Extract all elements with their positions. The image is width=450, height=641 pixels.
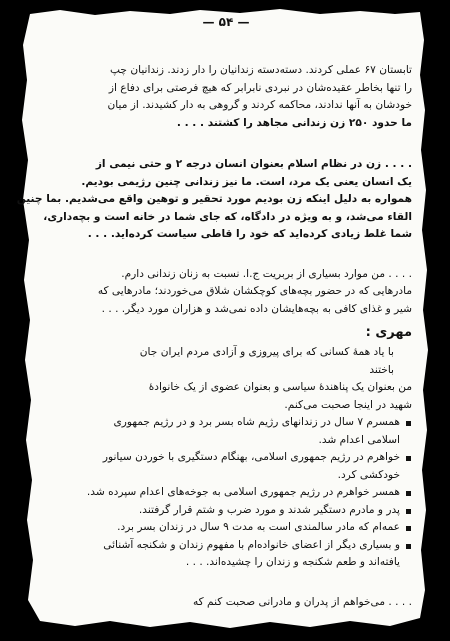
paragraph-barbarity-cases (40, 266, 412, 319)
text-line: . . . . من موارد بسیاری از بربریت ج.ا. نسبت به زنان زندانی دارم. (121, 267, 412, 280)
text-line: . . . . می‌خواهم از پدران و مادرانی صحبت کنم که (192, 595, 412, 608)
text-line: یافته‌اند و طعم شکنجه و زندان را چشیده‌اند. . . . (185, 556, 400, 568)
paragraph-women-in-islam (16, 156, 412, 244)
text-line: باختند (369, 363, 394, 376)
text-line: شیر و غذای کافی به بچه‌هایشان داده نمی‌شد و هزاران مورد دیگر. . . . (101, 302, 412, 315)
speaker-name: مهری : (365, 325, 412, 340)
list-item (40, 414, 412, 449)
text-line: عمه‌ام که مادر سالمندی است به مدت ۹ سال در زندان بسر برد. (117, 521, 400, 533)
text-line: همواره به دلیل اینکه زن بودیم مورد تحقیر و توهین واقع می‌شدیم. بما چنین (16, 193, 412, 205)
list-item (40, 537, 412, 572)
text-line: . . . . زن در نظام اسلام بعنوان انسان درجه ۲ و حتی نیمی از (95, 158, 412, 170)
list-item (40, 519, 412, 537)
text-line: شهید در اینجا صحبت می‌کنم. (284, 398, 412, 411)
text-line: مادرهایی که در حضور بچه‌های کوچکشان شلاق می‌خوردند؛ مادرهایی که (97, 285, 412, 297)
text-line: یک انسان یعنی یک مرد، است. ما نیز زندانی چنین رژیمی بودیم. (81, 175, 412, 188)
text-line: خودشان به آنها ندادند، محاکمه کردند و گروهی به دار کشیدند. از میان (107, 99, 412, 111)
text-line: را تنها بخاطر عقیده‌شان در نبردی نابرابر که هیچ فرصتی برای دفاع از (108, 81, 412, 94)
paragraph-parents (40, 594, 412, 612)
text-line: پدر و مادرم دستگیر شدند و مورد ضرب و شتم قرار گرفتند. (138, 503, 400, 516)
text-line: القاء می‌شد، و به ویژه در دادگاه، که جای شما در خانه است و بچه‌داری، (43, 210, 412, 223)
page-number: — ۵۴ — (202, 15, 250, 29)
text-line: اسلامی اعدام شد. (318, 433, 400, 446)
text-line: ما حدود ۲۵۰ زن زندانی مجاهد را کشتند . . . . (176, 116, 412, 129)
text-line: با یاد همهٔ کسانی که برای پیروزی و آزادی مردم ایران جان (139, 346, 394, 358)
text-line: و بسیاری دیگر از اعضای خانواده‌ام با مفهوم زندان و شکنجه آشنائی (103, 538, 400, 551)
text-line: من بعنوان یک پناهندهٔ سیاسی و بعنوان عضوی از یک خانوادهٔ (148, 381, 412, 393)
paragraph-execution-summer (40, 62, 412, 132)
family-bullet-list (40, 414, 412, 572)
text-line: همسر خواهرم در رژیم جمهوری اسلامی به جوخه‌های اعدام سپرده شد. (86, 486, 400, 498)
text-line: شما غلط زیادی کرده‌اید که خود را قاطی سیاست کرده‌اید. . . . (87, 228, 412, 240)
text-line: تابستان ۶۷ عملی کردند. دسته‌دسته زندانیان را دار زدند. زندانیان چپ (110, 64, 412, 76)
page-content (16, 14, 412, 624)
paragraph-introduction (40, 379, 412, 414)
list-item (40, 502, 412, 520)
list-item (40, 449, 412, 484)
text-line: همسرم ۷ سال در زندانهای رژیم شاه بسر برد و در رژیم جمهوری (113, 416, 400, 428)
list-item (40, 484, 412, 502)
paragraph-dedication (40, 344, 412, 379)
text-line: خواهرم در رژیم جمهوری اسلامی، بهنگام دستگیری با خوردن سیانور (102, 451, 400, 463)
text-line: خودکشی کرد. (337, 468, 400, 481)
